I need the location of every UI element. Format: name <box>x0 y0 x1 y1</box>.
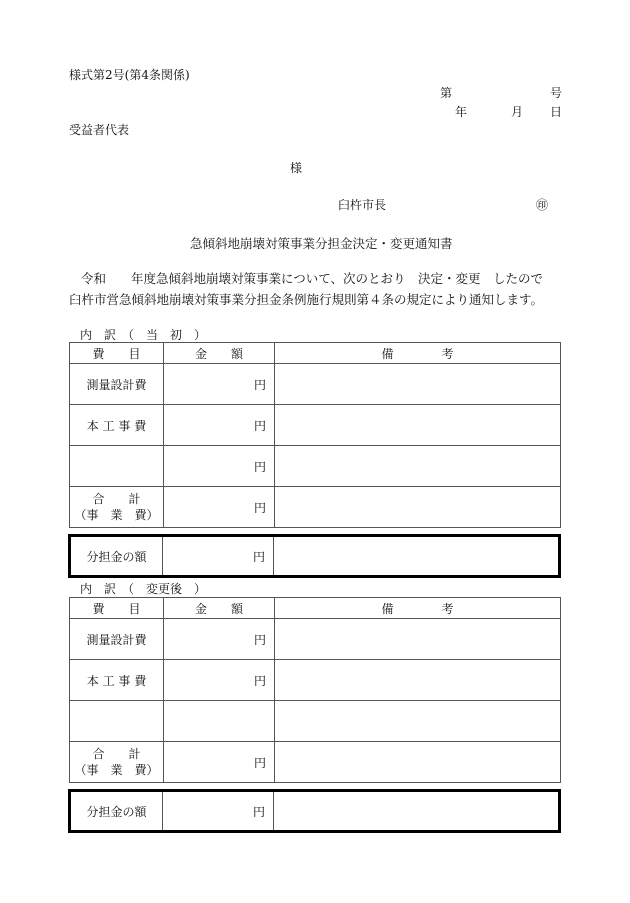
remarks-cell[interactable] <box>275 742 561 783</box>
total-label-line-2: （事 業 費） <box>74 763 159 777</box>
amount-cell[interactable]: 円 <box>164 660 275 701</box>
total-row <box>70 487 561 528</box>
total-amount-cell[interactable]: 円 <box>164 742 275 783</box>
remarks-cell[interactable] <box>275 701 561 742</box>
total-label-line-1: 合 計 <box>92 747 141 761</box>
remarks-cell[interactable] <box>275 619 561 660</box>
breakdown-table-initial <box>69 342 561 528</box>
header-remarks: 備 考 <box>275 343 561 364</box>
share-amount-table-changed <box>68 789 561 833</box>
header-amount: 金 額 <box>164 343 275 364</box>
total-label-line-1: 合 計 <box>92 492 141 506</box>
total-row <box>70 742 561 783</box>
amount-cell[interactable]: 円 <box>164 405 275 446</box>
share-remarks-cell[interactable] <box>274 536 560 577</box>
section-label-initial: 内 訳 （ 当 初 ） <box>80 328 207 342</box>
header-item: 費 目 <box>70 598 164 619</box>
date-day: 日 <box>550 105 563 119</box>
total-amount-cell[interactable]: 円 <box>164 487 275 528</box>
share-amount-table-initial <box>68 534 561 578</box>
total-label <box>70 487 164 528</box>
honorific: 様 <box>290 161 303 175</box>
amount-cell[interactable]: 円 <box>164 619 275 660</box>
share-remarks-cell[interactable] <box>274 791 560 832</box>
share-row <box>70 536 560 577</box>
item-cell[interactable] <box>70 701 164 742</box>
remarks-cell[interactable] <box>275 660 561 701</box>
item-cell: 測量設計費 <box>70 364 164 405</box>
share-label: 分担金の額 <box>70 791 163 832</box>
item-cell: 本 工 事 費 <box>70 405 164 446</box>
body-line-1: 令和 年度急傾斜地崩壊対策事業について、次のとおり 決定・変更 したので <box>81 271 544 286</box>
header-amount: 金 額 <box>164 598 275 619</box>
seal-mark: ㊞ <box>536 198 549 212</box>
table-row <box>70 701 561 742</box>
breakdown-table-changed <box>69 597 561 783</box>
remarks-cell[interactable] <box>275 446 561 487</box>
table-row <box>70 660 561 701</box>
table-row <box>70 619 561 660</box>
total-label-line-2: （事 業 費） <box>74 508 159 522</box>
table-row <box>70 364 561 405</box>
section-label-changed: 内 訳 （ 変更後 ） <box>80 582 207 596</box>
remarks-cell[interactable] <box>275 364 561 405</box>
share-label: 分担金の額 <box>70 536 163 577</box>
number-suffix: 号 <box>550 86 563 100</box>
item-cell: 本 工 事 費 <box>70 660 164 701</box>
remarks-cell[interactable] <box>275 405 561 446</box>
document-title: 急傾斜地崩壊対策事業分担金決定・変更通知書 <box>190 236 453 251</box>
amount-cell[interactable] <box>164 701 275 742</box>
recipient-label: 受益者代表 <box>69 123 130 137</box>
table-row <box>70 405 561 446</box>
share-amount-cell[interactable]: 円 <box>163 536 274 577</box>
date-month: 月 <box>511 105 524 119</box>
header-item: 費 目 <box>70 343 164 364</box>
item-cell: 測量設計費 <box>70 619 164 660</box>
total-label <box>70 742 164 783</box>
header-remarks: 備 考 <box>275 598 561 619</box>
remarks-cell[interactable] <box>275 487 561 528</box>
amount-cell[interactable]: 円 <box>164 446 275 487</box>
item-cell[interactable] <box>70 446 164 487</box>
table-row <box>70 446 561 487</box>
body-line-2: 臼杵市営急傾斜地崩壊対策事業分担金条例施行規則第４条の規定により通知します。 <box>69 292 544 307</box>
number-prefix: 第 <box>440 86 453 100</box>
issuer-name: 臼杵市長 <box>338 198 387 212</box>
form-number: 様式第2号(第4条関係) <box>69 68 190 82</box>
amount-cell[interactable]: 円 <box>164 364 275 405</box>
share-row <box>70 791 560 832</box>
share-amount-cell[interactable]: 円 <box>163 791 274 832</box>
date-year: 年 <box>455 105 468 119</box>
